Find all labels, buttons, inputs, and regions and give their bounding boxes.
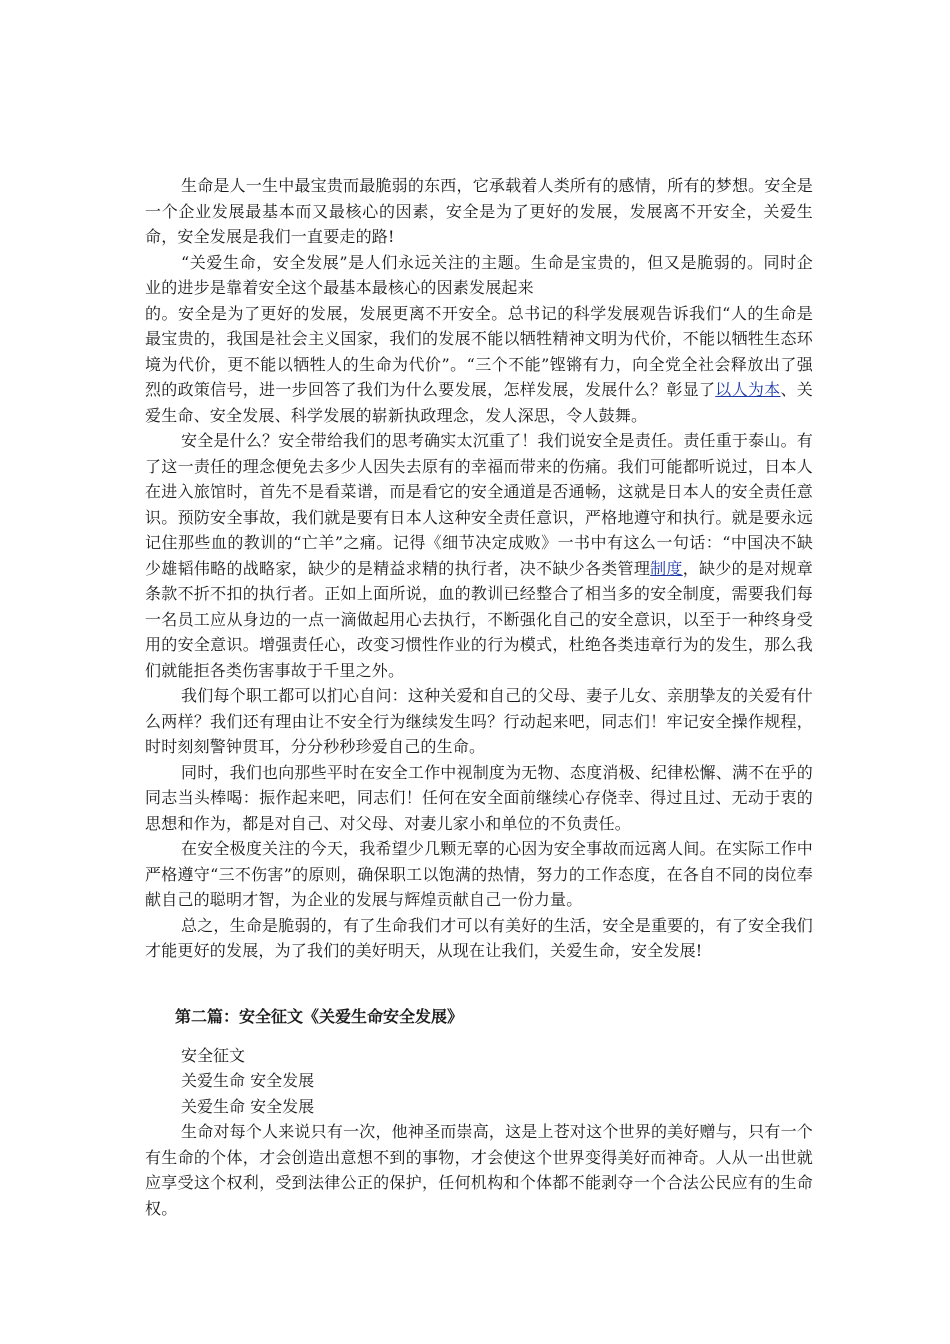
paragraph-self-question: 我们每个职工都可以扪心自问：这种关爱和自己的父母、妻子儿女、亲朋挚友的关爱有什么两样？我们还有理由让不安全行为继续发生吗？行动起来吧，同志们！牢记安全操作规程，时时刻刻警钟贯耳，分分秒秒珍爱自己的生命。: [145, 686, 813, 756]
paragraph-hope: 在安全极度关注的今天，我希望少几颗无辜的心因为安全事故而远离人间。在实际工作中严格遵守“三不伤害”的原则，确保职工以饱满的热情，努力的工作态度，在各自不同的岗位奉献自己的聪明才智，为企业的发展与辉煌贡献自己一份力量。: [145, 839, 813, 909]
paragraph-theme: “关爱生命，安全发展”是人们永远关注的主题。生命是宝贵的，但又是脆弱的。同时企业的进步是靠着安全这个最基本最核心的因素发展起来: [145, 252, 813, 297]
section-heading: 第二篇：安全征文《关爱生命安全发展》: [175, 1006, 464, 1026]
link-system[interactable]: 制度: [650, 558, 683, 578]
subtitle-line: 关爱生命 安全发展: [181, 1096, 315, 1116]
document-page: [145, 173, 813, 1221]
paragraph-conclusion: 总之，生命是脆弱的，有了生命我们才可以有美好的生活，安全是重要的，有了安全我们才能更好的发展，为了我们的美好明天，从现在让我们，关爱生命，安全发展!: [145, 915, 813, 960]
paragraph-warning: 同时，我们也向那些平时在安全工作中视制度为无物、态度消极、纪律松懈、满不在乎的同志当头棒喝：振作起来吧，同志们！任何在安全面前继续心存侥幸、得过且过、无动于衷的思想和作为，都是对自己、对父母、对妻儿家小和单位的不负责任。: [145, 762, 813, 833]
paragraph-life: 生命对每个人来说只有一次，他神圣而崇高，这是上苍对这个世界的美好赠与，只有一个有生命的个体，才会创造出意想不到的事物，才会使这个世界变得美好而神奇。人从一出世就应享受这个权利，受到法律公正的保护，任何机构和个体都不能剥夺一个合法公民应有的生命权。: [145, 1122, 813, 1218]
paragraph-development: [145, 301, 813, 429]
paragraph-text: 的。安全是为了更好的发展，发展更离不开安全。总书记的科学发展观告诉我们“人的生命是最宝贵的，我国是社会主义国家，我们的发展不能以牺牲精神文明为代价，不能以牺牲生态环境为代价，更不能以牺牲人的生命为代价”。“三个不能”铿锵有力，向全党全社会释放出了强烈的政策信号，进一步回答了我们为什么要发展，怎样发展，发展什么？彰显了: [145, 303, 813, 399]
paragraph-intro: 生命是人一生中最宝贵而最脆弱的东西，它承载着人类所有的感情，所有的梦想。安全是一个企业发展最基本而又最核心的因素，安全是为了更好的发展，发展离不开安全，关爱生命，安全发展是我们一直要走的路!: [145, 176, 813, 246]
paragraph-responsibility: [145, 428, 813, 683]
paragraph-text: 安全是什么？安全带给我们的思考确实太沉重了！我们说安全是责任。责任重于泰山。有了这一责任的理念便免去多少人因失去原有的幸福而带来的伤痛。我们可能都听说过，日本人在进入旅馆时，首先不是看菜谱，而是看它的安全通道是否通畅，这就是日本人的安全责任意识。预防安全事故，我们就是要有日本人这种安全责任意识，严格地遵守和执行。就是要永远记住那些血的教训的“亡羊”之痛。记得《细节决定成败》一书中有这么一句话：“中国决不缺少雄韬伟略的战略家，缺少的是精益求精的执行者，决不缺少各类管理: [145, 431, 813, 578]
paragraph-text: ，缺少的是对规章条款不折不扣的执行者。正如上面所说，血的教训已经整合了相当多的安全制度，需要我们每一名员工应从身边的一点一滴做起用心去执行，不断强化自己的安全意识，以至于一种终身受用的安全意识。增强责任心，改变习惯性作业的行为模式，杜绝各类违章行为的发生，那么我们就能拒各类伤害事故于千里之外。: [145, 558, 813, 680]
paragraph-text: 、关爱生命、安全发展、科学发展的崭新执政理念，发人深思，令人鼓舞。: [145, 380, 813, 425]
link-people-oriented[interactable]: 以人为本: [715, 380, 781, 399]
subtitle-line: 安全征文: [181, 1045, 246, 1065]
subtitle-line: 关爱生命 安全发展: [181, 1071, 315, 1090]
